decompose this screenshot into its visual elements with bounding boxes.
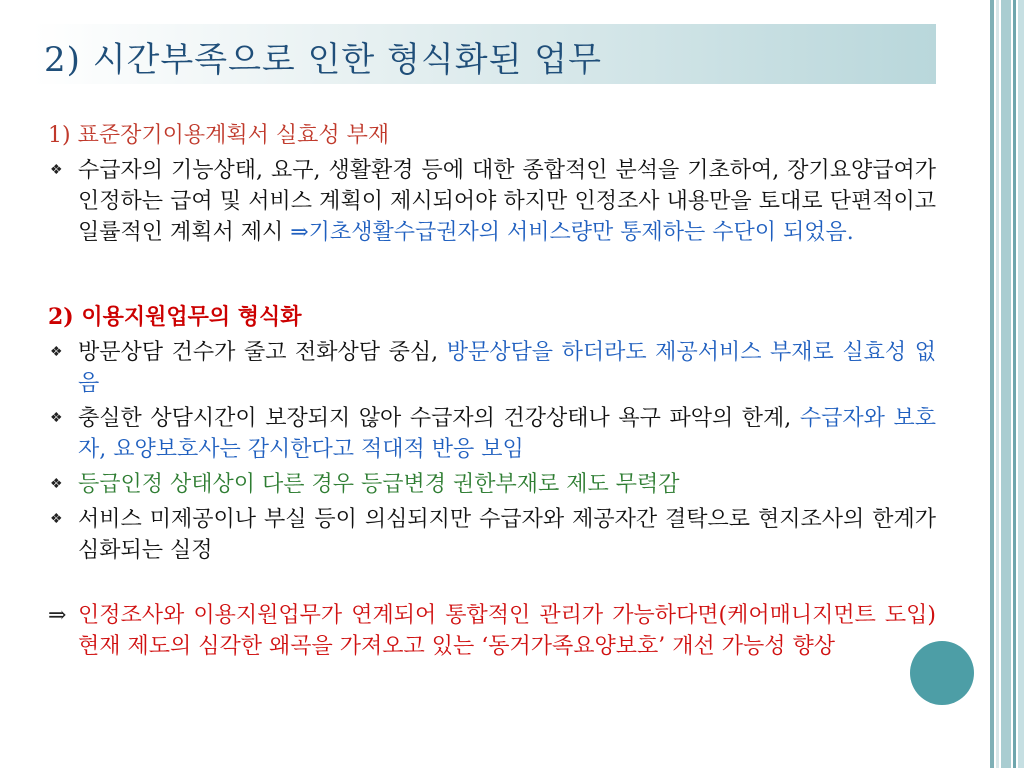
slide-content bbox=[48, 120, 936, 684]
bullet-text: 수급자의 기능상태, 요구, 생활환경 등에 대한 종합적인 분석을 기초하여, 장기요양급여가 인정하는 급여 및 서비스 계획이 제시되어야 하지만 인정조사 내용만을 토대로 단편적이고 일률적인 계획서 제시 bbox=[78, 158, 936, 245]
implies-arrow-icon: ⇒ bbox=[48, 603, 67, 628]
diamond-bullet-icon: ❖ bbox=[50, 410, 63, 426]
section2-heading: 2) 이용지원업무의 형식화 bbox=[48, 304, 302, 330]
conclusion-text bbox=[48, 600, 936, 662]
decor-stripe bbox=[1018, 0, 1024, 768]
bullet-highlight: 등급인정 상태상이 다른 경우 등급변경 권한부재로 제도 무력감 bbox=[78, 472, 680, 497]
bullet-text: 서비스 미제공이나 부실 등이 의심되지만 수급자와 제공자간 결탁으로 현지조사의 한계가 심화되는 실정 bbox=[78, 507, 936, 563]
decor-stripe bbox=[1001, 0, 1011, 768]
decor-stripe bbox=[990, 0, 994, 768]
decor-stripe bbox=[1013, 0, 1016, 768]
decor-stripe bbox=[996, 0, 999, 768]
list-item bbox=[48, 155, 936, 248]
section1-heading: 1) 표준장기이용계획서 실효성 부재 bbox=[48, 123, 390, 148]
bullet-text: 충실한 상담시간이 보장되지 않아 수급자의 건강상태나 욕구 파악의 한계, bbox=[78, 406, 800, 431]
conclusion-body: 인정조사와 이용지원업무가 연계되어 통합적인 관리가 가능하다면(케어매니지먼트 도입) 현재 제도의 심각한 왜곡을 가져오고 있는 ‘동거가족요양보호’ 개선 가능성 향상 bbox=[78, 603, 936, 659]
title-bar bbox=[32, 24, 936, 84]
list-item bbox=[48, 337, 936, 399]
list-item bbox=[48, 469, 936, 500]
diamond-bullet-icon: ❖ bbox=[50, 511, 63, 527]
diamond-bullet-icon: ❖ bbox=[50, 162, 63, 178]
diamond-bullet-icon: ❖ bbox=[50, 476, 63, 492]
decor-circle bbox=[910, 641, 974, 705]
diamond-bullet-icon: ❖ bbox=[50, 344, 63, 360]
bullet-highlight: 방문상담을 하더라도 제공서비스 부재로 실효성 없음 bbox=[78, 340, 936, 396]
list-item bbox=[48, 403, 936, 465]
list-item bbox=[48, 504, 936, 566]
bullet-text: 방문상담 건수가 줄고 전화상담 중심, bbox=[78, 340, 447, 365]
bullet-highlight: 수급자와 보호자, 요양보호사는 감시한다고 적대적 반응 보임 bbox=[78, 406, 936, 462]
slide-title: 2) 시간부족으로 인한 형식화된 업무 bbox=[44, 40, 602, 80]
bullet-highlight: ⇒기초생활수급권자의 서비스량만 통제하는 수단이 되었음. bbox=[290, 220, 854, 245]
